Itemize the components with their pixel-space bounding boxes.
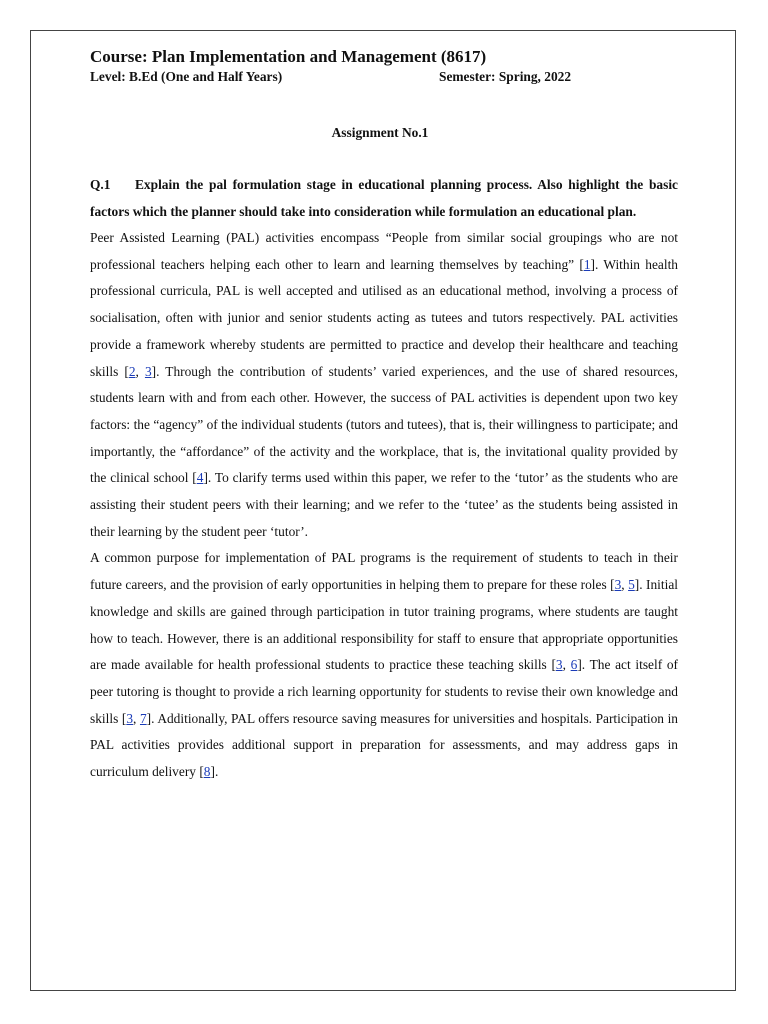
paragraph-text: , — [621, 577, 629, 593]
citation-link[interactable]: 3 — [126, 710, 134, 726]
paragraph-text: ]. — [210, 764, 219, 780]
citation-link[interactable]: 6 — [570, 657, 578, 673]
citation-link[interactable]: 3 — [555, 657, 563, 673]
paragraph-text: , — [133, 710, 140, 726]
question-text: Explain the pal formulation stage in educational planning process. Also highlight the basic factors which the planner should take into consideration while formulation an educational plan. — [90, 177, 678, 219]
semester-label: Semester: Spring, 2022 — [439, 69, 572, 84]
paragraph-text: ]. Initial knowledge and skills are gained through participation in tutor training programs, where students are taught how to teach. However, there is an additional responsibility for staff to ensure that appropriate opportunities are made available for health professional students to practice these teaching skills [ — [90, 577, 679, 673]
paragraph-text: A common purpose for implementation of PAL programs is the requirement of students to teach in their future careers, and the provision of early opportunities in helping them to prepare for these roles [ — [90, 550, 678, 593]
paragraph-text: Peer Assisted Learning (PAL) activities encompass “People from similar social groupings who are not professional teachers helping each other to learn and learning themselves by teaching” [ — [90, 230, 678, 272]
citation-link[interactable]: 4 — [196, 470, 204, 486]
paragraph-text: ]. To clarify terms used within this paper, we refer to the ‘tutor’ as the students who are assisting their student peers with their learning; and we refer to the ‘tutee’ as the students being assisted in their learning by the student peer ‘tutor’. — [90, 470, 678, 539]
question-number: Q.1 — [90, 177, 111, 192]
citation-link[interactable]: 5 — [628, 577, 635, 593]
paragraph-text: ]. Within health professional curricula, PAL is well accepted and utilised as an educational method, involving a process of socialisation, often with junior and senior students acting as tutees and tutors respectively. PAL activities provide a framework whereby students are permitted to practice and develop their healthcare and teaching skills [ — [90, 256, 678, 379]
citation-link[interactable]: 2 — [128, 363, 136, 379]
question — [90, 171, 678, 225]
document-content — [90, 46, 678, 786]
citation-link[interactable]: 1 — [583, 256, 591, 272]
citation-link[interactable]: 7 — [139, 710, 147, 726]
citation-link[interactable]: 3 — [144, 363, 152, 379]
paragraph-2 — [90, 545, 678, 785]
level-row — [90, 68, 678, 85]
body-text — [90, 225, 678, 786]
paragraph-text: ]. The act itself of peer tutoring is thought to provide a rich learning opportunity for students to revise their own knowledge and skills [ — [90, 657, 678, 726]
paragraph-text: , — [135, 363, 145, 379]
citation-link[interactable]: 3 — [614, 577, 622, 593]
citation-link[interactable]: 8 — [203, 764, 211, 780]
paragraph-1 — [90, 225, 678, 545]
paragraph-text: ]. Additionally, PAL offers resource saving measures for universities and hospitals. Participation in PAL activities provides additional support in preparation for assessments, and may address gaps in curriculum delivery [ — [90, 710, 678, 780]
paragraph-text: , — [562, 657, 571, 673]
assignment-title: Assignment No.1 — [331, 125, 429, 140]
course-title: Course: Plan Implementation and Management (8617) — [90, 47, 487, 66]
level-label: Level: B.Ed (One and Half Years) — [90, 69, 283, 84]
paragraph-text: ]. Through the contribution of students’ varied experiences, and the use of shared resources, students learn with and from each other. However, the success of PAL activities is dependent upon two key factors: the “agency” of the individual students (tutors and tutees), that is, their willingness to participate; and importantly, the “affordance” of the activity and the workplace, that is, the invitational quality provided by the clinical school [ — [90, 363, 678, 486]
